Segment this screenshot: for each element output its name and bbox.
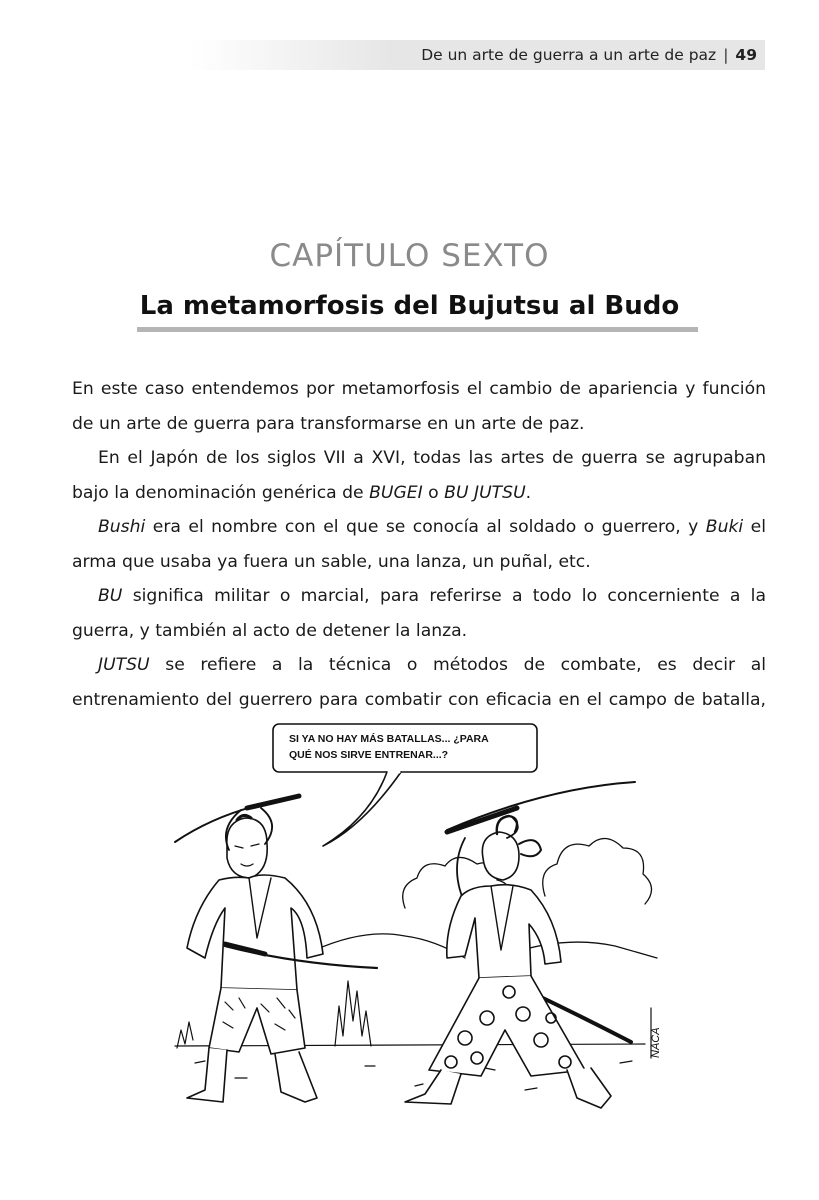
running-head-separator: |	[723, 46, 729, 64]
term-bu-jutsu: BU JUTSU	[444, 482, 526, 503]
paragraph-3	[72, 510, 766, 579]
paragraph-2-text-c: .	[525, 482, 532, 503]
paragraph-5	[72, 648, 766, 717]
speech-bubble	[273, 724, 537, 772]
title-underline	[137, 327, 698, 332]
speech-bubble-line-2: QUÉ NOS SIRVE ENTRENAR...?	[289, 749, 449, 761]
paragraph-4-text-a: significa militar o marcial, para referirse a todo lo concerniente a la guerra, y también al acto de detener la lanza.	[72, 586, 766, 641]
term-bugei: BUGEI	[369, 482, 423, 503]
paragraph-2-text-b: o	[422, 482, 445, 503]
artist-signature: NACA	[650, 1027, 662, 1058]
samurai-cartoon-illustration	[165, 718, 665, 1118]
paragraph-1-text: En este caso entendemos por metamorfosis el cambio de apariencia y función de un arte de guerra para transformarse en un arte de paz.	[72, 379, 766, 434]
term-jutsu: JUTSU	[98, 655, 150, 675]
chapter-label: CAPÍTULO SEXTO	[269, 238, 550, 274]
running-head	[190, 40, 765, 70]
paragraph-3-text-b: el arma que usaba ya fuera un sable, una lanza, un puñal, etc.	[72, 517, 766, 572]
paragraph-3-text-a: era el nombre con el que se conocía al soldado o guerrero, y	[145, 517, 706, 537]
paragraph-2	[72, 441, 766, 510]
paragraph-4	[72, 579, 766, 648]
body-text	[72, 372, 766, 717]
speech-bubble-line-1: SI YA NO HAY MÁS BATALLAS... ¿PARA	[289, 733, 489, 745]
term-buki: Buki	[705, 517, 744, 537]
term-bu: BU	[98, 586, 123, 606]
term-bushi: Bushi	[98, 517, 146, 537]
chapter-title: La metamorfosis del Bujutsu al Budo	[139, 291, 680, 321]
running-head-title: De un arte de guerra a un arte de paz	[421, 46, 717, 64]
paragraph-5-text-a: se refiere a la técnica o métodos de combate, es decir al entrenamiento del guerrero para combatir con eficacia en el campo de batalla,	[72, 655, 766, 710]
paragraph-2-text-a: En el Japón de los siglos VII a XVI, todas las artes de guerra se agrupaban bajo la denominación genérica de	[72, 448, 766, 503]
paragraph-1	[72, 372, 766, 441]
page-number: 49	[735, 46, 757, 64]
